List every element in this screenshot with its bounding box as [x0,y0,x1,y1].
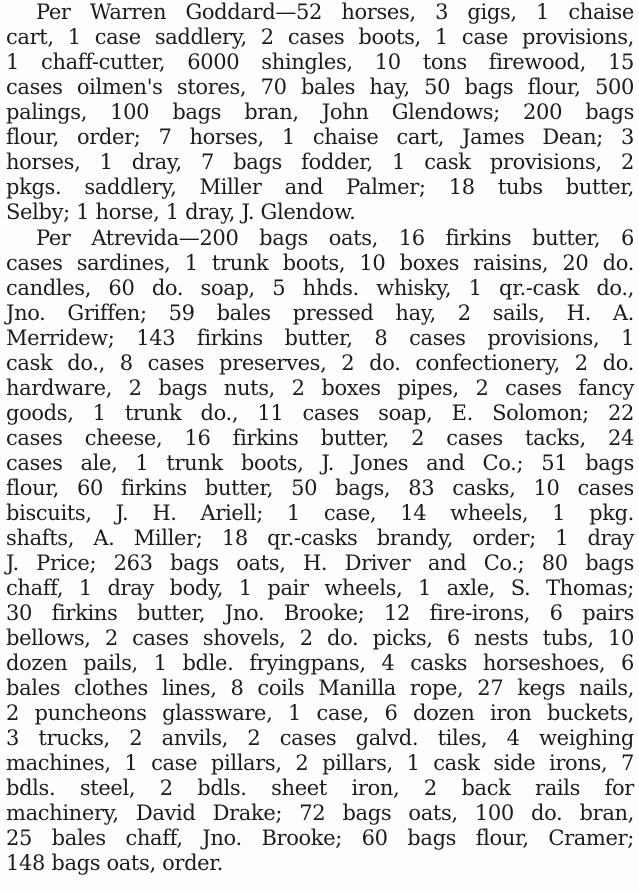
text-line: cases ale, 1 trunk boots, J. Jones and Co.; 51 bags [6,451,634,475]
paragraph-warren-goddard [6,0,634,225]
text-line: flour, 60 firkins butter, 50 bags, 83 casks, 10 cases [6,476,634,500]
text-line: hardware, 2 bags nuts, 2 boxes pipes, 2 cases fancy [6,376,634,400]
text-line: 30 firkins butter, Jno. Brooke; 12 fire-irons, 6 pairs [6,601,634,625]
text-line: palings, 100 bags bran, John Glendows; 200 bags [6,100,634,124]
text-line: Selby; 1 horse, 1 dray, J. Glendow. [6,200,356,224]
text-line: cases oilmen's stores, 70 bales hay, 50 bags flour, 500 [6,75,634,99]
text-line: 2 puncheons glassware, 1 case, 6 dozen iron buckets, [6,701,634,725]
paragraph-atrevida [6,226,634,876]
text-line: bales clothes lines, 8 coils Manilla rope, 27 kegs nails, [6,676,634,700]
text-line: Merridew; 143 firkins butter, 8 cases provisions, 1 [6,326,634,350]
text-line: dozen pails, 1 bdle. fryingpans, 4 casks horseshoes, 6 [6,651,634,675]
text-line: flour, order; 7 horses, 1 chaise cart, James Dean; 3 [6,125,634,149]
text-line: candles, 60 do. soap, 5 hhds. whisky, 1 qr.-cask do., [6,276,634,300]
text-line: cask do., 8 cases preserves, 2 do. confectionery, 2 do. [6,351,634,375]
text-line: machinery, David Drake; 72 bags oats, 100 do. bran, [6,801,634,825]
text-line: 25 bales chaff, Jno. Brooke; 60 bags flour, Cramer; [6,826,634,850]
text-line: 1 chaff-cutter, 6000 shingles, 10 tons firewood, 15 [6,50,634,74]
text-line: chaff, 1 dray body, 1 pair wheels, 1 axle, S. Thomas; [6,576,634,600]
text-line: 148 bags oats, order. [6,851,223,875]
text-line: bdls. steel, 2 bdls. sheet iron, 2 back rails for [6,776,634,800]
text-line: horses, 1 dray, 7 bags fodder, 1 cask provisions, 2 [6,150,634,174]
text-line: shafts, A. Miller; 18 qr.-casks brandy, order; 1 dray [6,526,634,550]
text-line: biscuits, J. H. Ariell; 1 case, 14 wheels, 1 pkg. [6,501,634,525]
text-line: Jno. Griffen; 59 bales pressed hay, 2 sails, H. A. [6,301,634,325]
text-line: J. Price; 263 bags oats, H. Driver and Co.; 80 bags [6,551,634,575]
text-line: cases cheese, 16 firkins butter, 2 cases tacks, 24 [6,426,634,450]
text-line: bellows, 2 cases shovels, 2 do. picks, 6 nests tubs, 10 [6,626,634,650]
text-line: goods, 1 trunk do., 11 cases soap, E. Solomon; 22 [6,401,634,425]
text-line: cart, 1 case saddlery, 2 cases boots, 1 case provisions, [6,25,634,49]
text-line: pkgs. saddlery, Miller and Palmer; 18 tubs butter, [6,175,634,199]
text-line: machines, 1 case pillars, 2 pillars, 1 cask side irons, 7 [6,751,634,775]
text-line: Per Warren Goddard—52 horses, 3 gigs, 1 chaise [36,0,634,24]
text-line: Per Atrevida—200 bags oats, 16 firkins butter, 6 [36,226,634,250]
text-line: cases sardines, 1 trunk boots, 10 boxes raisins, 20 do. [6,251,634,275]
text-line: 3 trucks, 2 anvils, 2 cases galvd. tiles, 4 weighing [6,726,634,750]
